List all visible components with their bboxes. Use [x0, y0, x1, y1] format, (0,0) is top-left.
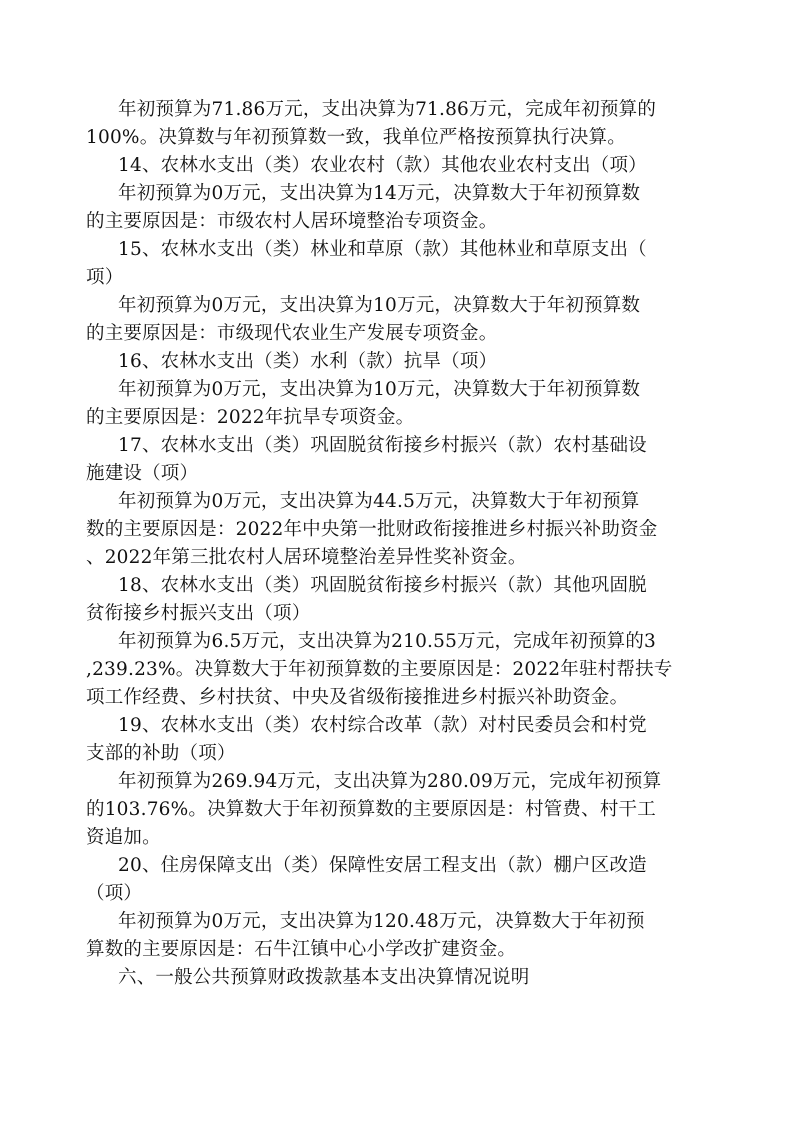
text-line: 年初预算为0万元，支出决算为120.48万元，决算数大于年初预 [118, 911, 645, 932]
text-line: 的主要原因是：2022年抗旱专项资金。 [86, 407, 415, 428]
text-line: 、2022年第三批农村人居环境整治差异性奖补资金。 [86, 547, 527, 568]
section-heading: 15、农林水支出（类）林业和草原（款）其他林业和草原支出（ [118, 239, 647, 260]
section-heading: 贫衔接乡村振兴支出（项） [86, 603, 311, 624]
text-line: ,239.23%。决算数大于年初预算数的主要原因是：2022年驻村帮扶专 [86, 659, 673, 680]
text-line: 资追加。 [86, 827, 161, 848]
text-line: 年初预算为0万元，支出决算为44.5万元，决算数大于年初预算 [118, 491, 640, 512]
text-line: 年初预算为71.86万元，支出决算为71.86万元，完成年初预算的 [118, 99, 657, 120]
section-heading: 16、农林水支出（类）水利（款）抗旱（项） [118, 351, 498, 372]
section-heading: 14、农林水支出（类）农业农村（款）其他农业农村支出（项） [118, 155, 647, 176]
section-heading: 17、农林水支出（类）巩固脱贫衔接乡村振兴（款）农村基础设 [118, 435, 647, 456]
section-heading: 18、农林水支出（类）巩固脱贫衔接乡村振兴（款）其他巩固脱 [118, 575, 647, 596]
text-line: 的103.76%。决算数大于年初预算数的主要原因是：村管费、村干工 [86, 799, 656, 820]
text-line: 算数的主要原因是：石牛江镇中心小学改扩建资金。 [86, 939, 517, 960]
text-line: 年初预算为0万元，支出决算为10万元，决算数大于年初预算数 [118, 295, 641, 316]
text-line: 年初预算为0万元，支出决算为14万元，决算数大于年初预算数 [118, 183, 641, 204]
section-heading: 支部的补助（项） [86, 743, 236, 764]
text-line: 年初预算为6.5万元，支出决算为210.55万元，完成年初预算的3 [118, 631, 657, 652]
text-line: 年初预算为0万元，支出决算为10万元，决算数大于年初预算数 [118, 379, 641, 400]
section-heading: 19、农林水支出（类）农村综合改革（款）对村民委员会和村党 [118, 715, 647, 736]
text-line: 数的主要原因是：2022年中央第一批财政衔接推进乡村振兴补助资金 [86, 519, 658, 540]
section-heading: 施建设（项） [86, 463, 199, 484]
text-line: 年初预算为269.94万元，支出决算为280.09万元，完成年初预算 [118, 771, 662, 792]
text-line: 项工作经费、乡村扶贫、中央及省级衔接推进乡村振兴补助资金。 [86, 687, 629, 708]
text-line: 的主要原因是：市级农村人居环境整治专项资金。 [86, 211, 498, 232]
section-heading: 项） [86, 267, 124, 288]
section-heading: 20、住房保障支出（类）保障性安居工程支出（款）棚户区改造 [118, 855, 647, 876]
section-title: 六、一般公共预算财政拨款基本支出决算情况说明 [118, 967, 530, 988]
text-line: 100%。决算数与年初预算数一致，我单位严格按预算执行决算。 [86, 127, 626, 148]
section-heading: （项） [86, 883, 143, 904]
text-line: 的主要原因是：市级现代农业生产发展专项资金。 [86, 323, 498, 344]
